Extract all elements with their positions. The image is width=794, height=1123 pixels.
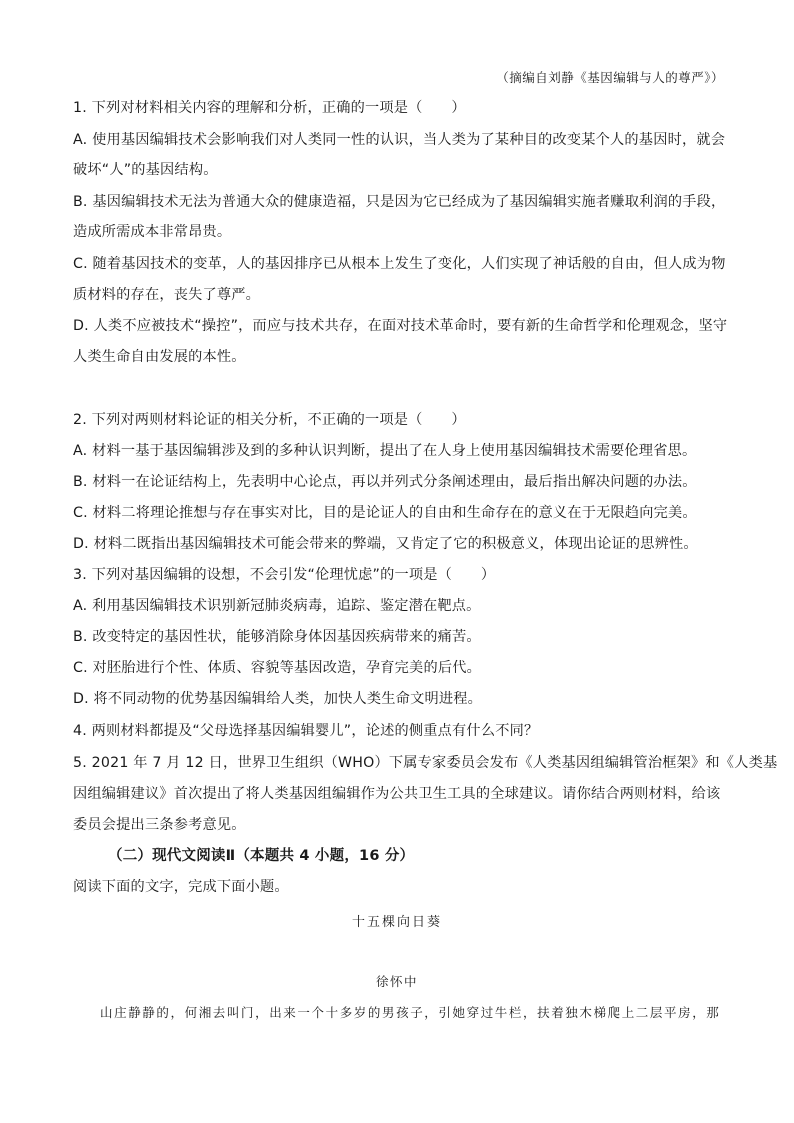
question-3-option-c: C. 对胚胎进行个性、体质、容貌等基因改造，孕育完美的后代。 — [73, 660, 481, 676]
question-1-option-c: C. 随着基因技术的变革，人的基因排序已从根本上发生了变化，人们实现了神话般的自由，但人成为物 — [73, 256, 726, 272]
question-2-option-a: A. 材料一基于基因编辑涉及到的多种认识判断，提出了在人身上使用基因编辑技术需要伦理省思。 — [73, 443, 697, 459]
question-2-option-c: C. 材料二将理论推想与存在事实对比，目的是论证人的自由和生命存在的意义在于无限趋向完美。 — [73, 505, 697, 521]
question-5-line-2: 因组编辑建议》首次提出了将人类基因组编辑作为公共卫生工具的全球建议。请你结合两则材料，给该 — [73, 786, 721, 802]
article-author: 徐怀中 — [375, 974, 418, 989]
section-instruction: 阅读下面的文字，完成下面小题。 — [73, 879, 289, 895]
article-paragraph-1: 山庄静静的，何湘去叫门，出来一个十多岁的男孩子，引她穿过牛栏，扶着独木梯爬上二层平房，那 — [100, 1005, 721, 1020]
question-1-option-b-cont: 造成所需成本非常昂贵。 — [73, 224, 232, 240]
question-3-option-d: D. 将不同动物的优势基因编辑给人类，加快人类生命文明进程。 — [73, 691, 483, 707]
question-4-stem: 4. 两则材料都提及“父母选择基因编辑婴儿”，论述的侧重点有什么不同？ — [73, 723, 539, 739]
question-5-line-1: 5. 2021 年 7 月 12 日，世界卫生组织（WHO）下属专家委员会发布《人类基因组编辑管治框架》和《人类基 — [73, 755, 778, 771]
question-2-option-d: D. 材料二既指出基因编辑技术可能会带来的弊端，又肯定了它的积极意义，体现出论证的思辨性。 — [73, 536, 698, 552]
question-1-option-c-cont: 质材料的存在，丧失了尊严。 — [73, 287, 261, 303]
question-1-option-a: A. 使用基因编辑技术会影响我们对人类同一性的认识，当人类为了某种目的改变某个人的基因时，就会 — [73, 132, 726, 148]
section-heading: （二）现代文阅读Ⅱ（本题共 4 小题，16 分） — [108, 848, 415, 864]
question-3-option-b: B. 改变特定的基因性状，能够消除身体因基因疾病带来的痛苦。 — [73, 629, 481, 645]
question-1-option-b: B. 基因编辑技术无法为普通大众的健康造福，只是因为它已经成为了基因编辑实施者赚取利润的手段， — [73, 194, 726, 210]
question-1-stem: 1. 下列对材料相关内容的理解和分析，正确的一项是（ ） — [73, 100, 466, 116]
question-2-option-b: B. 材料一在论证结构上，先表明中心论点，再以并列式分条阐述理由，最后指出解决问题的办法。 — [73, 474, 697, 490]
question-1-option-a-cont: 破坏“人”的基因结构。 — [73, 162, 218, 178]
question-1-option-d: D. 人类不应被技术“操控”，而应与技术共存，在面对技术革命时，要有新的生命哲学和伦理观念，坚守 — [73, 318, 728, 334]
question-2-stem: 2. 下列对两则材料论证的相关分析，不正确的一项是（ ） — [73, 412, 466, 428]
question-3-stem: 3. 下列对基因编辑的设想，不会引发“伦理忧虑”的一项是（ ） — [73, 567, 496, 583]
question-3-option-a: A. 利用基因编辑技术识别新冠肺炎病毒，追踪、鉴定潜在靶点。 — [73, 598, 481, 614]
question-1-option-d-cont: 人类生命自由发展的本性。 — [73, 349, 246, 365]
question-5-line-3: 委员会提出三条参考意见。 — [73, 817, 246, 833]
source-citation: （摘编自刘静《基因编辑与人的尊严》） — [496, 70, 724, 85]
article-title: 十五棵向日葵 — [351, 915, 442, 930]
